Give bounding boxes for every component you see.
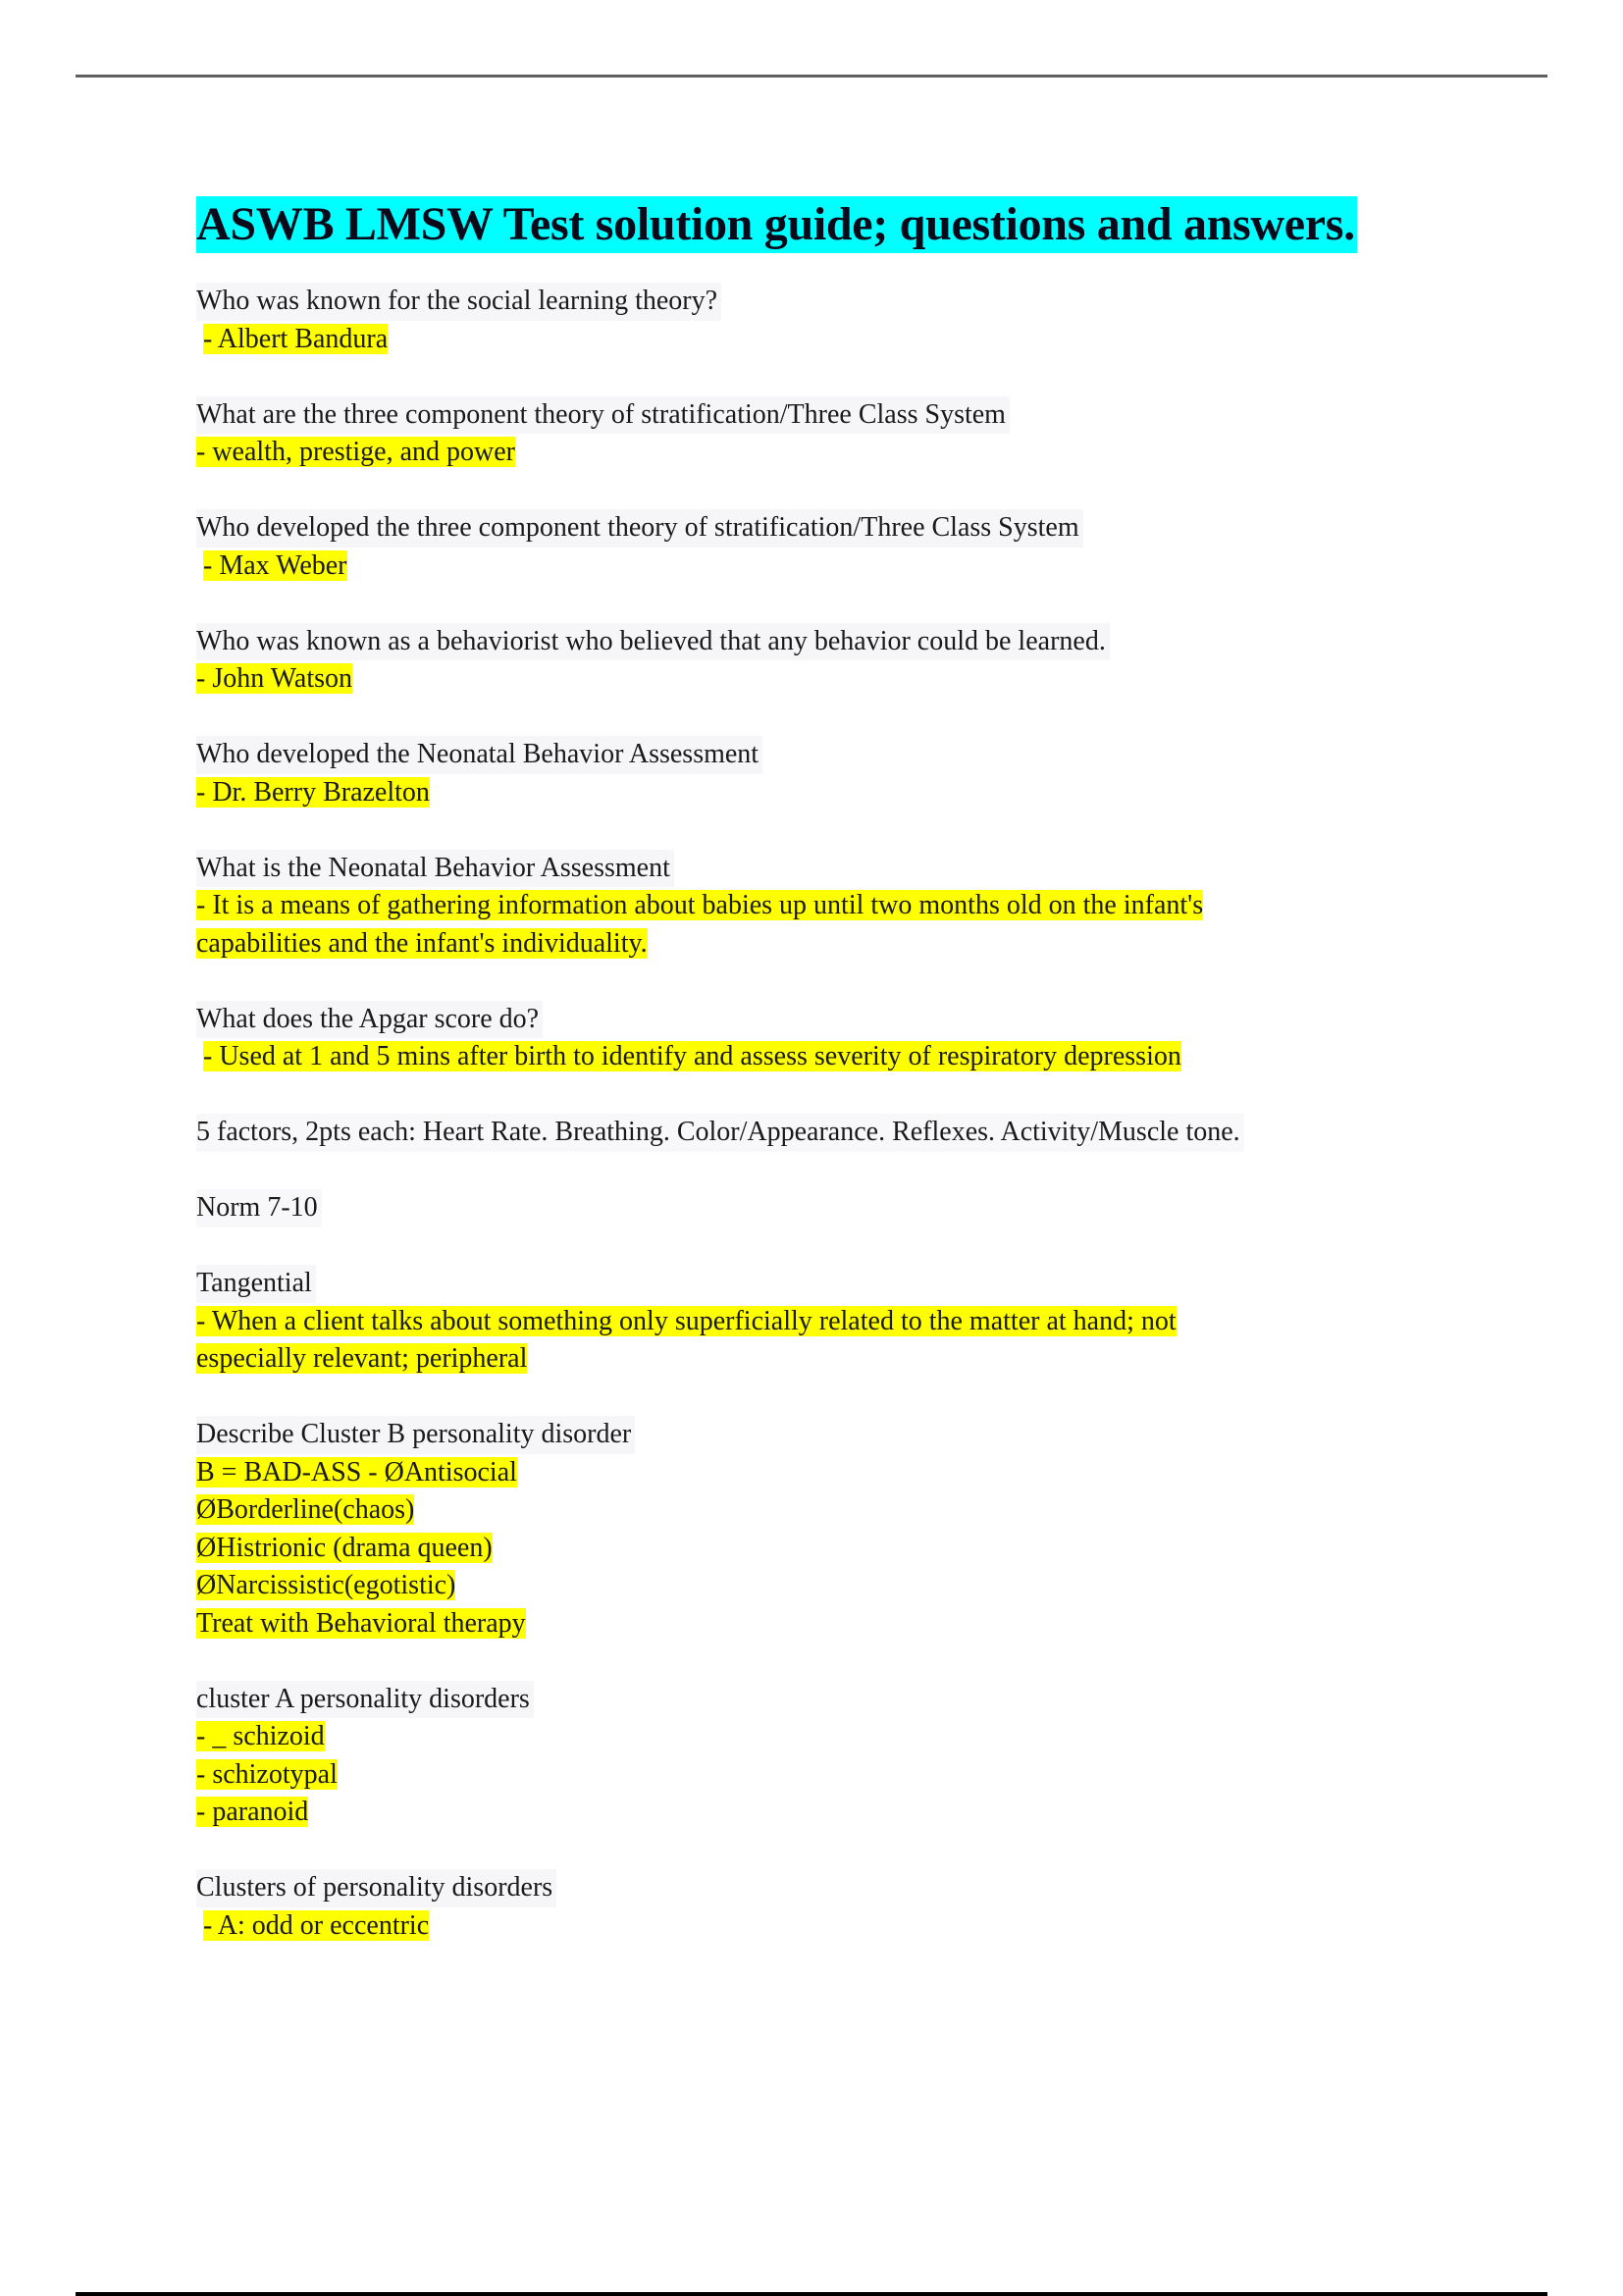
question-text: Tangential [196, 1265, 316, 1303]
answer-text: - When a client talks about something only superficially related to the matter at hand; not [196, 1305, 1177, 1336]
qa-item [196, 283, 1472, 358]
header-rule [76, 75, 1547, 78]
answer-text: - Dr. Berry Brazelton [196, 776, 430, 808]
question-text: cluster A personality disorders [196, 1681, 534, 1719]
answer-text: Treat with Behavioral therapy [196, 1607, 526, 1639]
note-text: Norm 7-10 [196, 1189, 322, 1227]
question-text: Describe Cluster B personality disorder [196, 1416, 635, 1454]
qa-item [196, 736, 1472, 811]
footer-rule [76, 2292, 1547, 2296]
answer-text: - _ schizoid [196, 1721, 325, 1751]
answer-text: - John Watson [196, 663, 353, 694]
question-text: Clusters of personality disorders [196, 1869, 556, 1907]
qa-item [196, 1265, 1472, 1379]
question-text: Who was known for the social learning theory? [196, 283, 721, 321]
qa-item [196, 1001, 1472, 1076]
answer-text: - It is a means of gathering information about babies up until two months old on the infant's [196, 890, 1204, 920]
qa-item [196, 1869, 1472, 1945]
document-page [196, 196, 1472, 1983]
answer-text: ØBorderline(chaos) [196, 1494, 415, 1525]
question-text: Who developed the three component theory of stratification/Three Class System [196, 509, 1083, 548]
question-text: Who developed the Neonatal Behavior Assessment [196, 736, 762, 774]
answer-text: - paranoid [196, 1797, 309, 1827]
note-item [196, 1114, 1472, 1152]
qa-item [196, 850, 1472, 964]
qa-content [196, 283, 1472, 1945]
qa-item [196, 1416, 1472, 1643]
answer-text: - wealth, prestige, and power [196, 437, 515, 467]
note-item [196, 1189, 1472, 1227]
answer-text: ØHistrionic (drama queen) [196, 1532, 493, 1563]
question-text: What are the three component theory of stratification/Three Class System [196, 396, 1010, 435]
question-text: What does the Apgar score do? [196, 1001, 543, 1039]
answer-text: - Albert Bandura [203, 323, 389, 354]
answer-text: especially relevant; peripheral [196, 1343, 528, 1374]
question-text: What is the Neonatal Behavior Assessment [196, 850, 674, 888]
answer-text: - A: odd or eccentric [203, 1909, 430, 1941]
answer-text: ØNarcissistic(egotistic) [196, 1570, 456, 1600]
document-title: ASWB LMSW Test solution guide; questions and answers. [196, 196, 1357, 253]
note-text: 5 factors, 2pts each: Heart Rate. Breathing. Color/Appearance. Reflexes. Activity/Muscle tone. [196, 1114, 1244, 1152]
question-text: Who was known as a behaviorist who believed that any behavior could be learned. [196, 623, 1110, 661]
qa-item [196, 623, 1472, 699]
qa-item [196, 509, 1472, 585]
answer-text: capabilities and the infant's individuality. [196, 927, 648, 959]
answer-text: B = BAD-ASS - ØAntisocial [196, 1456, 517, 1487]
answer-text: - Max Weber [203, 549, 347, 581]
qa-item [196, 1681, 1472, 1832]
answer-text: - schizotypal [196, 1758, 338, 1790]
answer-text: - Used at 1 and 5 mins after birth to identify and assess severity of respiratory depression [203, 1041, 1181, 1071]
qa-item [196, 396, 1472, 472]
